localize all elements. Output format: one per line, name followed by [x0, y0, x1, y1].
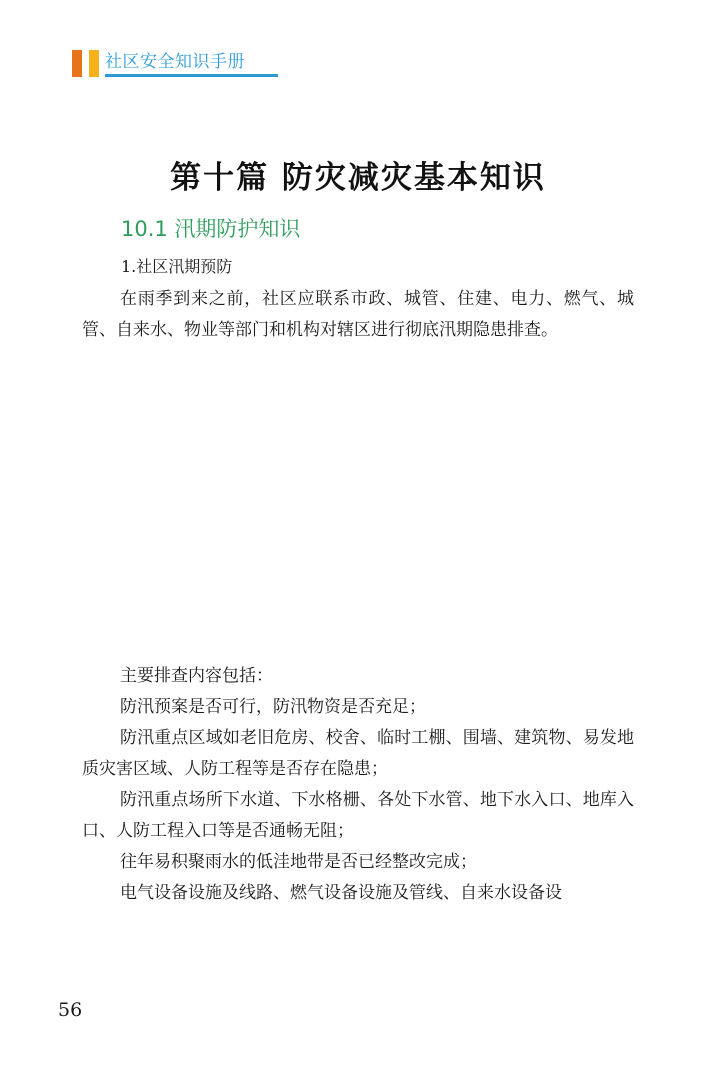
running-header: [72, 44, 282, 78]
list-item: 防汛重点场所下水道、下水格栅、各处下水管、地下水入口、地库入口、人防工程入口等是否通畅无阻；: [82, 790, 634, 841]
list-item: 电气设备设施及线路、燃气设备设施及管线、自来水设备设: [120, 883, 562, 903]
intro-paragraph: 在雨季到来之前，社区应联系市政、城管、住建、电力、燃气、城管、自来水、物业等部门和机构对辖区进行彻底汛期隐患排查。: [82, 289, 634, 340]
book-title: 社区安全知识手册: [105, 52, 245, 72]
list-item: 防汛重点区域如老旧危房、校舍、临时工棚、围墙、建筑物、易发地质灾害区域、人防工程等是否存在隐患；: [82, 728, 634, 779]
list-item: 防汛预案是否可行，防汛物资是否充足；: [120, 697, 426, 717]
list-item: 往年易积聚雨水的低洼地带是否已经整改完成；: [120, 852, 477, 872]
chapter-title: 第十篇 防灾减灾基本知识: [170, 160, 546, 196]
inspection-list: [82, 661, 634, 909]
header-underline: [105, 74, 278, 77]
section-title: 10.1 汛期防护知识: [121, 217, 301, 241]
list-intro: 主要排查内容包括：: [120, 666, 273, 686]
subsection-title: 1.社区汛期预防: [121, 257, 233, 276]
header-yellow-bar: [89, 50, 99, 77]
header-orange-bar: [72, 50, 82, 77]
page-number: 56: [58, 999, 83, 1021]
